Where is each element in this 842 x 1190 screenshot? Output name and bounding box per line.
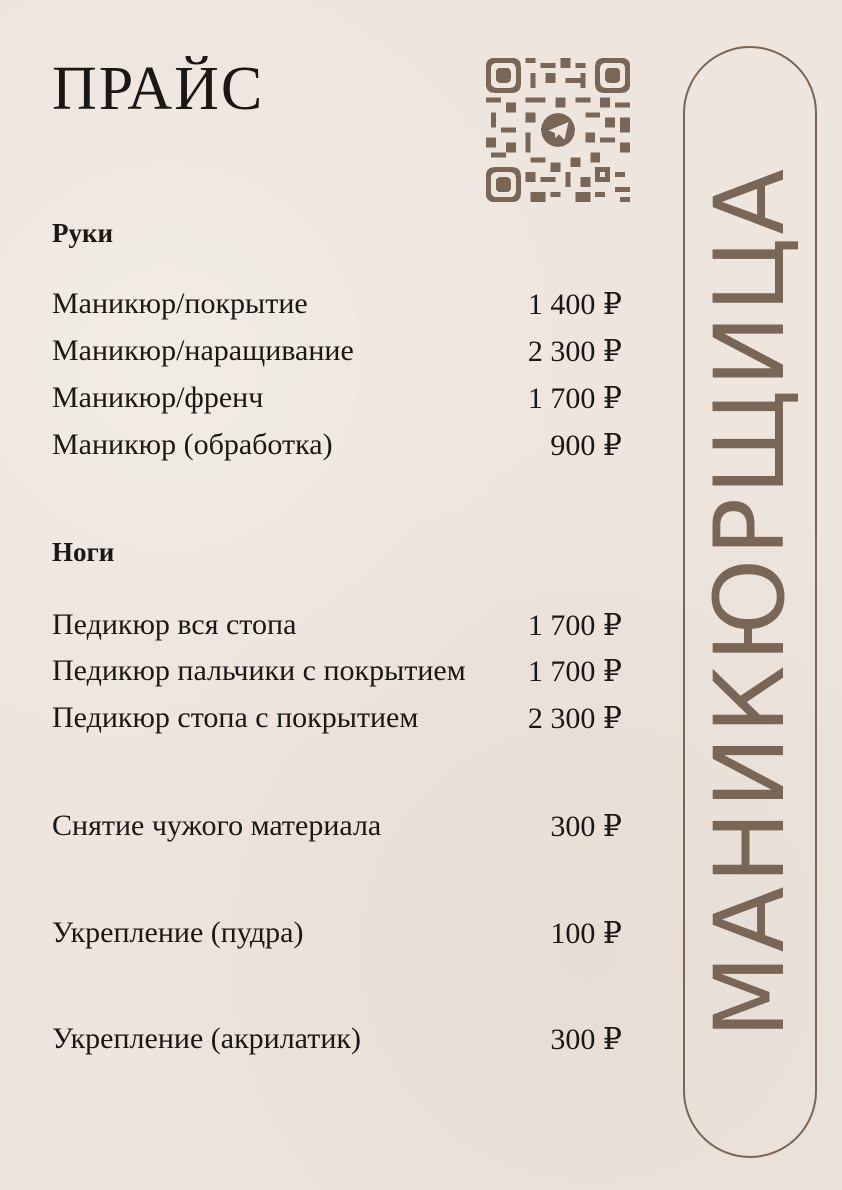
service-name: Маникюр (обработка) [52, 428, 333, 461]
brand-wordmark-container [683, 46, 817, 1158]
service-price: 300 ₽ [550, 810, 622, 843]
service-price: 2 300 ₽ [527, 335, 622, 368]
service-name: Маникюр/френч [52, 381, 264, 414]
service-name: Педикюр стопа с покрытием [52, 701, 419, 734]
section-hands-heading: Руки [52, 218, 114, 248]
list-item [52, 428, 622, 468]
list-item [52, 287, 622, 327]
service-name: Снятие чужого материала [52, 809, 382, 842]
service-price: 300 ₽ [550, 1023, 622, 1056]
list-item [52, 381, 622, 421]
list-item [52, 1022, 622, 1062]
list-item [52, 916, 622, 956]
brand-wordmark: МАНИКЮРЩИЦА [694, 165, 806, 1039]
service-price: 1 700 ₽ [527, 609, 622, 642]
list-item [52, 809, 622, 849]
service-price: 900 ₽ [550, 429, 622, 462]
list-item [52, 334, 622, 374]
service-name: Педикюр пальчики с покрытием [52, 654, 466, 687]
list-item [52, 654, 622, 694]
page-title: ПРАЙС [52, 55, 265, 123]
list-item [52, 701, 622, 741]
service-name: Укрепление (пудра) [52, 916, 304, 949]
service-name: Педикюр вся стопа [52, 608, 297, 641]
service-name: Укрепление (акрилатик) [52, 1022, 361, 1055]
service-price: 1 400 ₽ [527, 288, 622, 321]
service-price: 1 700 ₽ [527, 655, 622, 688]
service-price: 1 700 ₽ [527, 382, 622, 415]
qr-code-icon [486, 58, 630, 202]
service-name: Маникюр/наращивание [52, 334, 354, 367]
service-price: 100 ₽ [550, 917, 622, 950]
service-name: Маникюр/покрытие [52, 287, 308, 320]
section-feet-heading: Ноги [52, 537, 115, 567]
service-price: 2 300 ₽ [527, 702, 622, 735]
list-item [52, 608, 622, 648]
